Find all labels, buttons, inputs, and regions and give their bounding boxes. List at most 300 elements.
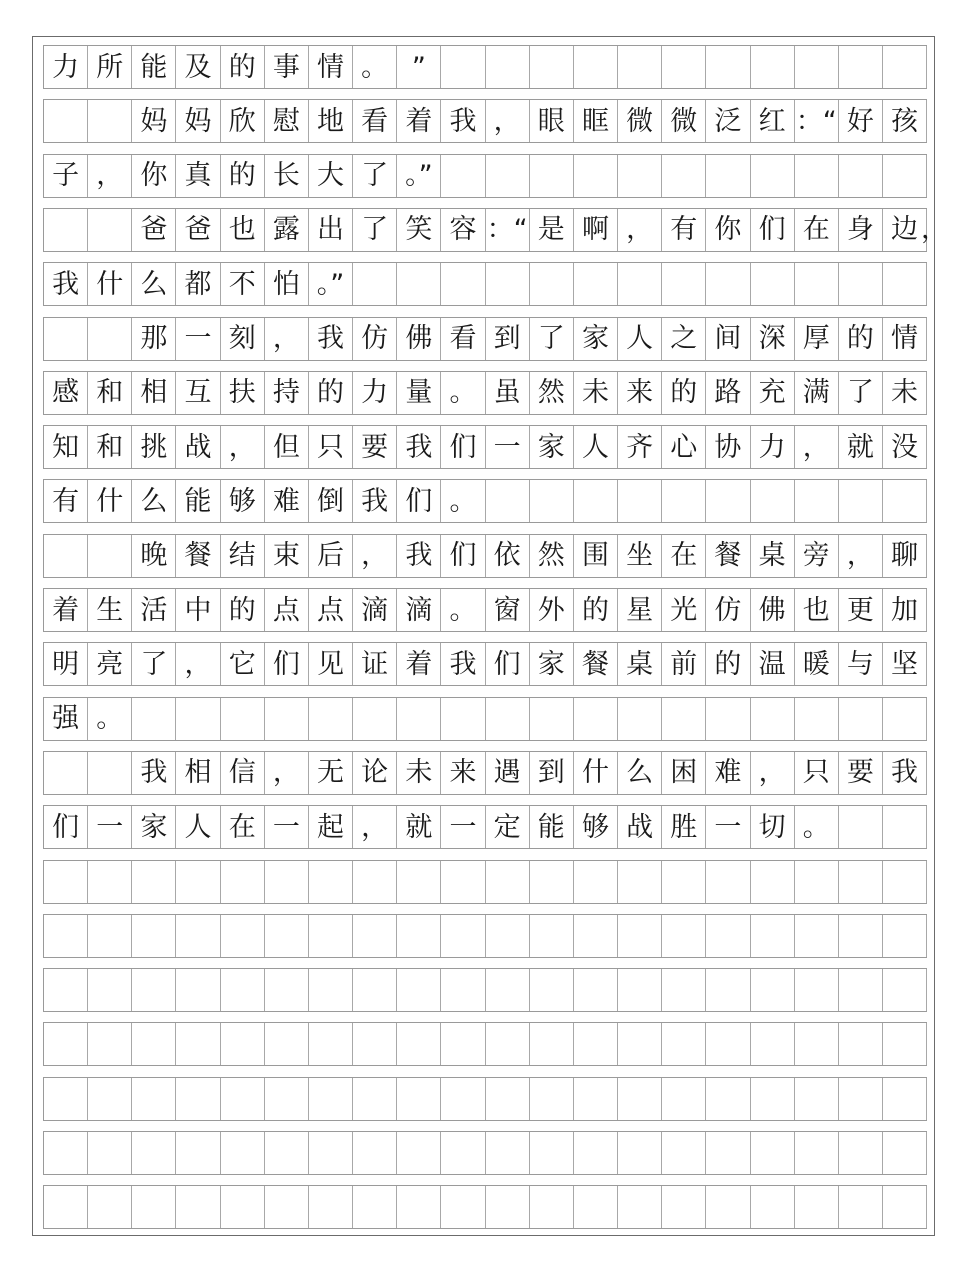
char-cell: 家 [574,318,618,360]
empty-cell [441,969,485,1011]
char-cell: 我 [44,263,88,305]
empty-cell [176,915,220,957]
grid-row [43,317,927,361]
empty-cell [883,263,927,305]
empty-cell [618,46,662,88]
char-cell: 但 [265,426,309,468]
char-cell: 窗 [486,589,530,631]
empty-cell [44,318,88,360]
grid-row [43,1131,927,1175]
char-cell: 点 [309,589,353,631]
char-cell: 能 [530,806,574,848]
empty-cell [662,915,706,957]
empty-cell [883,1023,927,1065]
char-cell: 知 [44,426,88,468]
char-cell: 遇 [486,752,530,794]
empty-cell [883,480,927,522]
char-cell: 只 [309,426,353,468]
empty-cell [176,698,220,740]
char-cell: 星 [618,589,662,631]
empty-cell [618,915,662,957]
empty-cell [132,1023,176,1065]
char-cell: 的 [839,318,883,360]
empty-cell [353,969,397,1011]
empty-cell [132,1186,176,1228]
empty-cell [574,155,618,197]
grid-row [43,751,927,795]
char-cell: 我 [397,535,441,577]
empty-cell [751,263,795,305]
empty-cell [397,969,441,1011]
char-cell: 泛 [706,100,750,142]
empty-cell [795,480,839,522]
char-cell: 起 [309,806,353,848]
empty-cell [706,480,750,522]
empty-cell [883,861,927,903]
empty-cell [795,46,839,88]
empty-cell [751,1078,795,1120]
char-cell: 温 [751,643,795,685]
char-cell: 论 [353,752,397,794]
char-cell: 相 [132,372,176,414]
grid-row [43,262,927,306]
char-cell: 点 [265,589,309,631]
char-cell: 光 [662,589,706,631]
char-cell: 。 [441,480,485,522]
empty-cell [221,1023,265,1065]
char-cell: ， [618,209,662,251]
empty-cell [88,861,132,903]
grid-row [43,860,927,904]
char-cell: 之 [662,318,706,360]
char-cell: ， [795,426,839,468]
char-cell: 爸 [132,209,176,251]
empty-cell [530,915,574,957]
char-cell: 眼 [530,100,574,142]
char-cell: 亮 [88,643,132,685]
char-cell: 刻 [221,318,265,360]
char-cell: 。 [88,698,132,740]
empty-cell [706,155,750,197]
char-cell: 就 [397,806,441,848]
grid-row [43,45,927,89]
empty-cell [441,1078,485,1120]
char-cell: 旁 [795,535,839,577]
empty-cell [751,915,795,957]
empty-cell [44,100,88,142]
char-cell: 只 [795,752,839,794]
char-cell: 虽 [486,372,530,414]
empty-cell [706,1023,750,1065]
empty-cell [795,1078,839,1120]
empty-cell [176,969,220,1011]
char-cell: 一 [88,806,132,848]
empty-cell [353,1078,397,1120]
empty-cell [353,1132,397,1174]
char-cell: 然 [530,372,574,414]
empty-cell [530,1023,574,1065]
grid-row [43,425,927,469]
empty-cell [88,1186,132,1228]
grid-row [43,371,927,415]
char-cell: 餐 [574,643,618,685]
empty-cell [662,480,706,522]
grid-row [43,208,927,252]
empty-cell [662,155,706,197]
empty-cell [839,698,883,740]
empty-cell [618,1078,662,1120]
empty-cell [706,1132,750,1174]
char-cell: 暖 [795,643,839,685]
char-cell: 爸 [176,209,220,251]
char-cell: 扶 [221,372,265,414]
char-cell: 来 [441,752,485,794]
char-cell: 间 [706,318,750,360]
char-cell: ， [353,535,397,577]
empty-cell [265,1186,309,1228]
char-cell: 后 [309,535,353,577]
char-cell: 家 [530,426,574,468]
char-cell: 的 [662,372,706,414]
char-cell: 。 [441,372,485,414]
char-cell: 餐 [176,535,220,577]
empty-cell [574,1132,618,1174]
empty-cell [88,1023,132,1065]
char-cell: 人 [176,806,220,848]
char-cell: 地 [309,100,353,142]
empty-cell [486,969,530,1011]
empty-cell [574,861,618,903]
char-cell: 了 [132,643,176,685]
char-cell: 明 [44,643,88,685]
empty-cell [132,915,176,957]
empty-cell [441,861,485,903]
empty-cell [706,969,750,1011]
empty-cell [618,698,662,740]
char-cell: 子 [44,155,88,197]
empty-cell [441,1186,485,1228]
char-cell: 了 [353,155,397,197]
empty-cell [309,915,353,957]
char-cell: 在 [221,806,265,848]
empty-cell [795,1132,839,1174]
empty-cell [795,698,839,740]
empty-cell [530,1132,574,1174]
char-cell: 们 [397,480,441,522]
char-cell: 们 [486,643,530,685]
empty-cell [706,263,750,305]
empty-cell [486,861,530,903]
empty-cell [44,1186,88,1228]
empty-cell [44,969,88,1011]
empty-cell [883,969,927,1011]
char-cell: 了 [353,209,397,251]
char-cell: 们 [751,209,795,251]
empty-cell [795,155,839,197]
empty-cell [662,1023,706,1065]
char-cell: 什 [574,752,618,794]
empty-cell [530,46,574,88]
empty-cell [706,1078,750,1120]
empty-cell [839,861,883,903]
char-cell: 挑 [132,426,176,468]
empty-cell [88,1132,132,1174]
empty-cell [839,806,883,848]
empty-cell [795,861,839,903]
empty-cell [265,861,309,903]
empty-cell [839,915,883,957]
char-cell: 它 [221,643,265,685]
char-cell: 战 [176,426,220,468]
char-cell: 束 [265,535,309,577]
char-cell: 生 [88,589,132,631]
char-cell: 什 [88,263,132,305]
char-cell: 。 [441,589,485,631]
empty-cell [706,46,750,88]
char-cell: 未 [574,372,618,414]
char-cell: 互 [176,372,220,414]
empty-cell [574,1078,618,1120]
char-cell: 人 [618,318,662,360]
char-cell: 所 [88,46,132,88]
empty-cell [132,698,176,740]
char-cell: 聊 [883,535,927,577]
char-cell: 战 [618,806,662,848]
empty-cell [618,1186,662,1228]
empty-cell [441,263,485,305]
empty-cell [44,1132,88,1174]
char-cell: 力 [44,46,88,88]
empty-cell [441,46,485,88]
empty-cell [883,155,927,197]
char-cell: 的 [706,643,750,685]
empty-cell [309,861,353,903]
empty-cell [132,1078,176,1120]
char-cell: 晚 [132,535,176,577]
grid-row [43,534,927,578]
char-cell: ， [221,426,265,468]
empty-cell [839,480,883,522]
char-cell: 那 [132,318,176,360]
empty-cell [44,915,88,957]
char-cell: ， [176,643,220,685]
empty-cell [751,1132,795,1174]
char-cell: 。 [795,806,839,848]
char-cell: 来 [618,372,662,414]
char-cell: 的 [309,372,353,414]
char-cell: 桌 [618,643,662,685]
char-cell: 的 [221,589,265,631]
char-cell: 我 [353,480,397,522]
char-cell: 坚 [883,643,927,685]
empty-cell [397,263,441,305]
char-cell: 然 [530,535,574,577]
char-cell: 大 [309,155,353,197]
char-cell: 和 [88,426,132,468]
empty-cell [530,155,574,197]
char-cell: ：“ [486,209,530,251]
empty-cell [44,861,88,903]
char-cell: 们 [44,806,88,848]
char-cell: 厚 [795,318,839,360]
empty-cell [662,1186,706,1228]
char-cell: 我 [309,318,353,360]
empty-cell [574,263,618,305]
empty-cell [530,480,574,522]
empty-cell [309,1186,353,1228]
empty-cell [839,1023,883,1065]
empty-cell [706,915,750,957]
char-cell: 就 [839,426,883,468]
char-cell: 一 [441,806,485,848]
empty-cell [441,1023,485,1065]
empty-cell [795,1023,839,1065]
grid-row [43,697,927,741]
char-cell: 你 [132,155,176,197]
empty-cell [309,698,353,740]
char-cell: 是 [530,209,574,251]
char-cell: 要 [353,426,397,468]
char-cell: 你 [706,209,750,251]
empty-cell [132,969,176,1011]
char-cell: 未 [883,372,927,414]
empty-cell [839,46,883,88]
char-cell: 倒 [309,480,353,522]
char-cell: 能 [132,46,176,88]
empty-cell [574,46,618,88]
empty-cell [530,263,574,305]
empty-cell [309,1078,353,1120]
char-cell: 满 [795,372,839,414]
empty-cell [883,698,927,740]
empty-cell [618,1132,662,1174]
char-cell: 我 [441,643,485,685]
empty-cell [397,861,441,903]
char-cell: ， [353,806,397,848]
char-cell: 齐 [618,426,662,468]
empty-cell [88,969,132,1011]
empty-cell [221,698,265,740]
char-cell: 红 [751,100,795,142]
char-cell: 与 [839,643,883,685]
empty-cell [486,698,530,740]
char-cell: 路 [706,372,750,414]
grid-row [43,968,927,1012]
empty-cell [574,969,618,1011]
char-cell: 也 [221,209,265,251]
char-cell: 身 [839,209,883,251]
empty-cell [883,806,927,848]
grid-row [43,1077,927,1121]
empty-cell [176,1023,220,1065]
char-cell: 及 [176,46,220,88]
empty-cell [618,861,662,903]
char-cell: 有 [662,209,706,251]
empty-cell [839,1132,883,1174]
empty-cell [44,209,88,251]
char-cell: 家 [132,806,176,848]
char-cell: 么 [132,263,176,305]
char-cell: 无 [309,752,353,794]
char-cell: 人 [574,426,618,468]
char-cell: 一 [486,426,530,468]
empty-cell [265,915,309,957]
empty-cell [574,1023,618,1065]
char-cell: 心 [662,426,706,468]
empty-cell [486,1078,530,1120]
grid-row [43,914,927,958]
char-cell: 要 [839,752,883,794]
char-cell: 都 [176,263,220,305]
char-cell: 的 [221,46,265,88]
char-cell: 力 [751,426,795,468]
empty-cell [795,263,839,305]
char-cell: 未 [397,752,441,794]
char-cell: 真 [176,155,220,197]
char-cell: 前 [662,643,706,685]
char-cell: 孩 [883,100,927,142]
char-cell: 么 [618,752,662,794]
char-cell: 了 [839,372,883,414]
composition-paper [32,36,948,1236]
char-cell: 中 [176,589,220,631]
empty-cell [88,1078,132,1120]
empty-cell [662,263,706,305]
char-cell: 桌 [751,535,795,577]
char-cell: 我 [883,752,927,794]
char-cell: 。” [309,263,353,305]
empty-cell [751,1023,795,1065]
empty-cell [353,915,397,957]
char-cell: 量 [397,372,441,414]
empty-cell [88,209,132,251]
empty-cell [397,1132,441,1174]
char-cell: 坐 [618,535,662,577]
grid-row [43,642,927,686]
char-cell: 着 [397,100,441,142]
char-cell: 我 [441,100,485,142]
char-cell: 在 [795,209,839,251]
char-cell: 露 [265,209,309,251]
empty-cell [618,1023,662,1065]
empty-cell [662,969,706,1011]
grid-row [43,1022,927,1066]
char-cell: 。” [397,155,441,197]
char-cell: 证 [353,643,397,685]
empty-cell [839,969,883,1011]
empty-cell [662,861,706,903]
char-cell: 围 [574,535,618,577]
char-cell: 微 [662,100,706,142]
empty-cell [353,263,397,305]
char-cell: 依 [486,535,530,577]
char-cell: 看 [441,318,485,360]
empty-cell [221,915,265,957]
empty-cell [265,1078,309,1120]
empty-cell [839,263,883,305]
empty-cell [221,1132,265,1174]
char-cell: 家 [530,643,574,685]
empty-cell [486,155,530,197]
char-cell: 情 [883,318,927,360]
char-cell: 难 [265,480,309,522]
empty-cell [618,969,662,1011]
empty-cell [397,1023,441,1065]
empty-cell [530,861,574,903]
char-cell: 情 [309,46,353,88]
empty-cell [706,698,750,740]
empty-cell [176,861,220,903]
